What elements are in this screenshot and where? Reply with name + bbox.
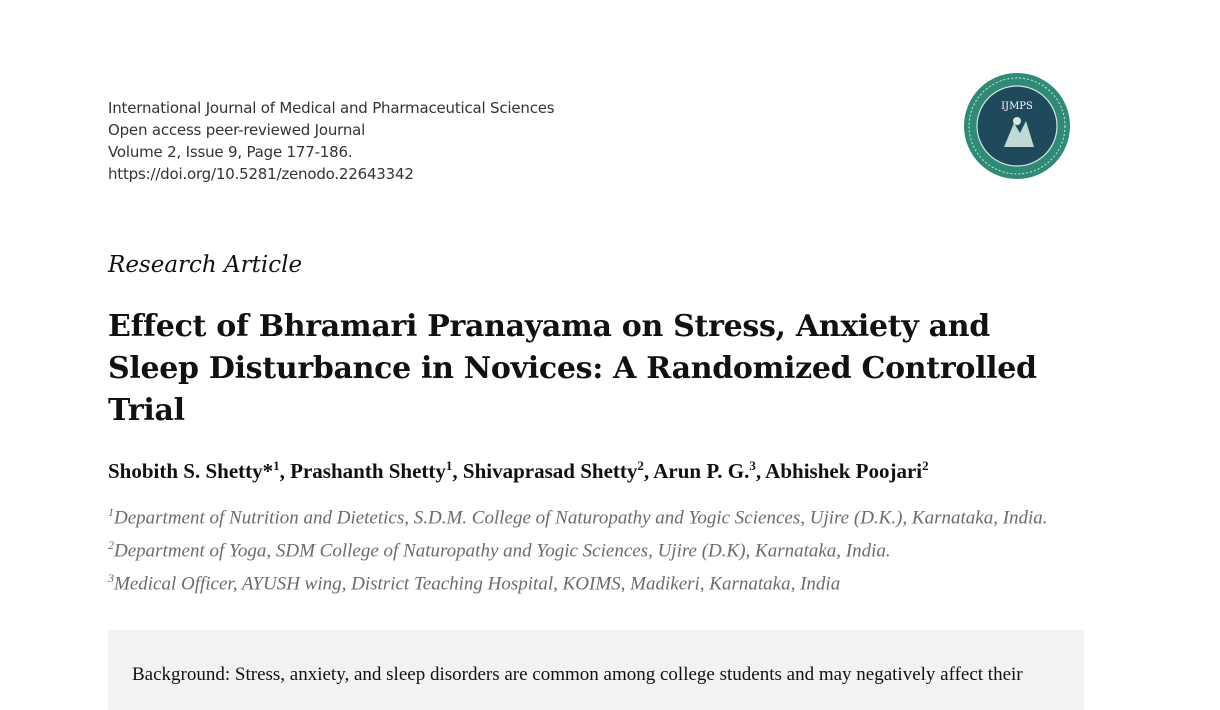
affiliation-item [108,532,1068,565]
author-affiliation-mark: 3 [749,458,756,473]
journal-info [108,97,554,185]
article-type: Research Article [108,252,303,278]
author-affiliation-mark: 1 [445,458,453,473]
journal-name: International Journal of Medical and Pharmaceutical Sciences [108,99,555,117]
affiliation-text: Department of Yoga, SDM College of Naturopathy and Yogic Sciences, Ujire (D.K), Karnataka, India. [114,540,891,562]
author-name: Shivaprasad Shetty [462,459,638,483]
author-affiliation-mark: 2 [922,458,929,473]
author-name: Abhishek Poojari [765,459,923,483]
author-affiliation-mark: 1 [273,458,280,473]
author-separator: , [452,459,463,483]
affiliation-number: 3 [108,570,114,585]
affiliation-text: Medical Officer, AYUSH wing, District Teaching Hospital, KOIMS, Madikeri, Karnataka, India [114,572,841,594]
affiliation-number: 1 [108,505,114,519]
affiliation-number: 2 [108,537,114,552]
affiliation-list [108,499,1068,597]
journal-logo-icon [962,71,1072,181]
abstract-box [108,630,1084,710]
article-title: Effect of Bhramari Pranayama on Stress, Anxiety and Sleep Disturbance in Novices: A Randomized Controlled Trial [108,309,1037,428]
affiliation-text: Department of Nutrition and Dietetics, S.D.M. College of Naturopathy and Yogic Sciences, Ujire (D.K.), Karnataka, India. [114,507,1048,529]
author-separator: , [279,459,291,483]
author-name: Prashanth Shetty [290,459,446,483]
author-separator: , [755,459,766,483]
author-separator: , [643,459,654,483]
author-name: Shobith S. Shetty* [108,459,274,483]
affiliation-item [108,565,1068,598]
affiliation-item [108,499,1068,532]
journal-access: Open access peer-reviewed Journal [108,121,366,139]
logo-text: IJMPS [1001,101,1033,112]
author-list [108,458,929,484]
journal-doi-link[interactable]: https://doi.org/10.5281/zenodo.22643342 [108,165,414,183]
author-affiliation-mark: 2 [637,458,644,473]
abstract-text: Background: Stress, anxiety, and sleep disorders are common among college students and may negatively affect their [132,664,1023,685]
author-name: Arun P. G. [653,459,750,483]
journal-volume: Volume 2, Issue 9, Page 177-186. [108,143,353,161]
